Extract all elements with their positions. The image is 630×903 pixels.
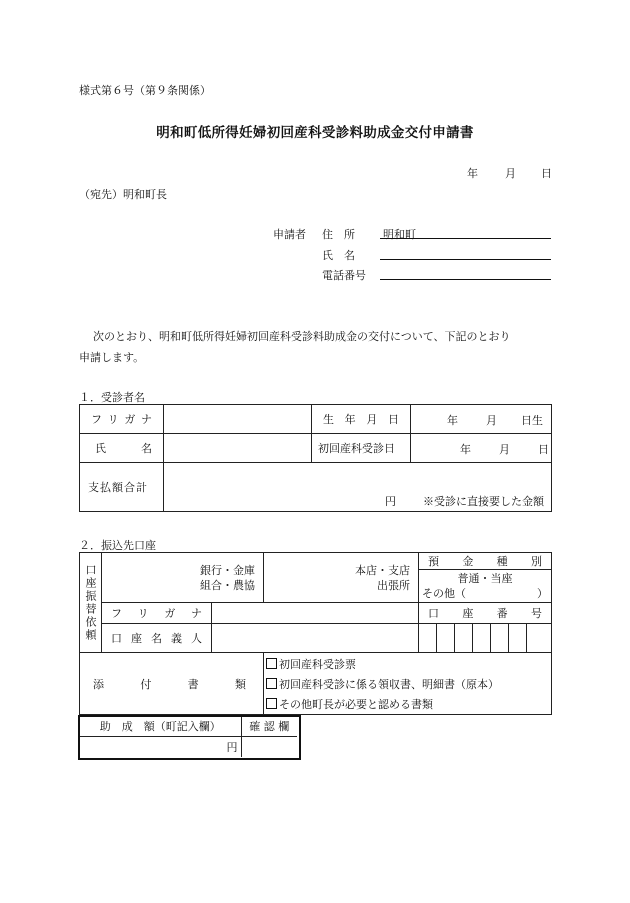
payment-input[interactable] [164,463,552,512]
furigana-input[interactable] [164,405,312,434]
deposit-type-header: 預 金 種 別 [419,553,552,570]
intro-line-2: 申請します。 [79,351,145,364]
account-digit-2[interactable] [437,624,455,653]
attachment-item[interactable]: 初回産科受診票 [266,654,549,674]
branch-name-cell[interactable]: 本店・支店 出張所 [264,553,419,603]
visit-label: 初回産科受診日 [312,434,411,463]
payment-unit: 円 [385,495,396,508]
visit-input[interactable]: 年 月 日 [411,434,552,463]
confirm-label: 確 認 欄 [241,717,297,736]
address-value[interactable]: 明和町 [383,228,416,241]
attachment-item[interactable]: その他町長が必要と認める書類 [266,694,549,714]
account-holder-label: 口 座 名 義 人 [102,624,212,653]
page-title: 明和町低所得妊婦初回産科受診料助成金交付申請書 [156,125,474,141]
bank-name-cell[interactable]: 銀行・金庫 組合・農協 [102,553,264,603]
account-digit-3[interactable] [455,624,473,653]
section1-heading: １．受診者名 [79,391,145,404]
subsidy-amount-input[interactable] [80,736,241,757]
birth-label: 生 年 月 日 [312,405,411,434]
payment-note: ※受診に直接要した金額 [423,495,544,508]
bank-table [79,552,552,715]
birth-input[interactable]: 年 月 日生 [411,405,552,434]
account-holder-input[interactable] [212,624,419,653]
name-line[interactable] [380,259,551,260]
account-number-header: 口 座 番 号 [419,603,552,624]
name-label-cell: 氏 名 [80,434,164,463]
bank-furigana-label: フ リ ガ ナ [102,603,212,624]
bank-furigana-input[interactable] [212,603,419,624]
section2-heading: ２．振込先口座 [79,539,156,552]
checkbox-icon[interactable] [266,678,277,689]
name-input[interactable] [164,434,312,463]
patient-table [79,404,552,512]
form-number: 様式第６号（第９条関係） [79,84,211,97]
address-label: 住 所 [322,228,355,241]
phone-line[interactable] [380,279,551,280]
checkbox-icon[interactable] [266,658,277,669]
subsidy-amount-label: 助 成 額（町記入欄） [80,717,241,736]
deposit-type-options[interactable]: 普通・当座 その他（ ） [419,570,552,603]
date-month: 月 [505,167,516,180]
account-digit-6[interactable] [509,624,527,653]
payment-label: 支払額合計 [80,463,164,512]
address-line [380,238,551,239]
attachments-label: 添 付 書 類 [80,653,264,715]
name-label: 氏 名 [322,249,355,262]
intro-line-1: 次のとおり、明和町低所得妊婦初回産科受診料助成金の交付について、下記のとおり [93,330,511,343]
subsidy-amount-unit: 円 [226,740,238,754]
confirm-input[interactable] [241,736,297,757]
account-digit-5[interactable] [491,624,509,653]
checkbox-icon[interactable] [266,698,277,709]
applicant-label: 申請者 [273,228,306,241]
furigana-label: フ リ ガ ナ [80,405,164,434]
account-digit-1[interactable] [419,624,437,653]
account-digit-4[interactable] [473,624,491,653]
attachments-list [264,653,552,715]
addressee: （宛先）明和町長 [79,188,167,201]
account-transfer-label: 口座振替依頼 [80,553,102,653]
date-year: 年 [467,167,478,180]
official-use-table [80,717,297,757]
account-digit-7[interactable] [527,624,552,653]
date-day: 日 [541,167,552,180]
phone-label: 電話番号 [322,269,366,282]
attachment-item[interactable]: 初回産科受診に係る領収書、明細書（原本） [266,674,549,694]
